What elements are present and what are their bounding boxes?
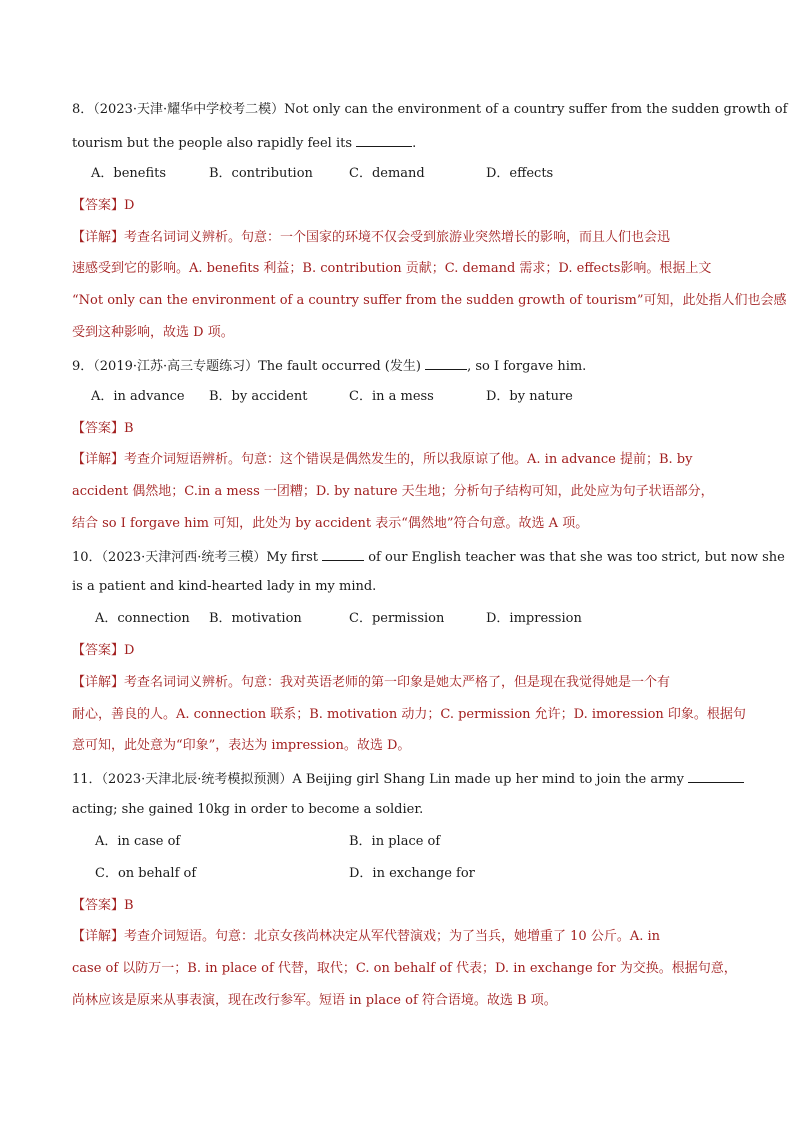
- answer-tag: 【答案】: [72, 898, 125, 913]
- question-9-detail-line-1: [72, 450, 692, 470]
- option-b[interactable]: B．contribution: [209, 166, 313, 181]
- answer-tag: 【答案】: [72, 421, 125, 436]
- question-8-options: [0, 164, 794, 184]
- question-8-detail-line-4: 受到这种影响，故选 D 项。: [72, 325, 234, 340]
- option-a[interactable]: A．in case of: [95, 834, 181, 849]
- question-8-answer: [72, 196, 134, 216]
- option-a[interactable]: A．in advance: [91, 389, 185, 404]
- question-11-detail-line-2: case of 以防万一；B. in place of 代替，取代；C. on behalf of 代表；D. in exchange for 为交换。根据句意，: [72, 961, 737, 976]
- option-d[interactable]: D．effects: [486, 166, 554, 181]
- question-8-detail-line-3: “Not only can the environment of a country suffer from the sudden growth of tourism”可知，此处指人们也会感: [72, 293, 787, 308]
- option-c[interactable]: C．in a mess: [349, 389, 434, 404]
- question-11-stem-line-2: acting; she gained 10kg in order to become a soldier.: [72, 802, 424, 817]
- question-10-options: [0, 609, 794, 629]
- answer-blank: [356, 132, 412, 147]
- question-8-detail-line-2: 速感受到它的影响。A. benefits 利益；B. contribution 贡献；C. demand 需求；D. effects影响。根据上文: [72, 261, 712, 276]
- answer-value: D: [124, 643, 135, 658]
- question-11-options-row-1: [0, 832, 794, 852]
- question-11-detail-line-3: 尚林应该是原来从事表演，现在改行参军。短语 in place of 符合语境。故选 B 项。: [72, 993, 557, 1008]
- option-a[interactable]: A．benefits: [91, 166, 167, 181]
- answer-blank: [322, 546, 364, 561]
- question-9-detail-line-2: accident 偶然地；C.in a mess 一团糟；D. by nature 天生地；分析句子结构可知，此处应为句子状语部分，: [72, 484, 714, 499]
- option-c[interactable]: C．on behalf of: [95, 866, 197, 881]
- question-11-stem-text: 11．（2023·天津北辰·统考模拟预测）A Beijing girl Shang Lin made up her mind to join the army: [72, 772, 689, 787]
- answer-blank: [688, 768, 744, 783]
- question-10-detail-line-2: 耐心，善良的人。A. connection 联系；B. motivation 动力；C. permission 允许；D. imoression 印象。根据句: [72, 707, 746, 722]
- option-d[interactable]: D．in exchange for: [349, 866, 475, 881]
- detail-text: 考查介词短语辨析。句意：这个错误是偶然发生的，所以我原谅了他。A. in advance 提前；B. by: [124, 452, 693, 467]
- detail-tag: 【详解】: [72, 675, 125, 690]
- question-10-stem-line-2: is a patient and kind-hearted lady in my mind.: [72, 579, 377, 594]
- question-10-stem-text: 10．（2023·天津河西·统考三模）My first: [72, 550, 323, 565]
- question-10-stem-end: of our English teacher was that she was too strict, but now she: [364, 550, 785, 565]
- answer-tag: 【答案】: [72, 198, 125, 213]
- question-9-stem-line-1: [72, 355, 586, 377]
- question-10-detail-line-3: 意可知，此处意为“印象”，表达为 impression。故选 D。: [72, 738, 411, 753]
- detail-text: 考查名词词义辨析。句意：我对英语老师的第一印象是她太严格了，但是现在我觉得她是一个有: [124, 675, 671, 690]
- question-9-options: [0, 387, 794, 407]
- question-9-answer: [72, 419, 134, 439]
- question-9-stem-text: 9．（2019·江苏·高三专题练习）The fault occurred (发生): [72, 359, 426, 374]
- question-9-stem-end: , so I forgave him.: [467, 359, 587, 374]
- option-c[interactable]: C．permission: [349, 611, 445, 626]
- question-10-detail-line-1: [72, 673, 670, 693]
- question-8-stem-text: tourism but the people also rapidly feel its: [72, 136, 357, 151]
- option-a[interactable]: A．connection: [95, 611, 190, 626]
- question-10-stem-line-1: [72, 546, 785, 568]
- question-10-answer: [72, 641, 134, 661]
- question-9-detail-line-3: 结合 so I forgave him 可知，此处为 by accident 表示“偶然地”符合句意。故选 A 项。: [72, 516, 589, 531]
- detail-text: 考查名词词义辨析。句意：一个国家的环境不仅会受到旅游业突然增长的影响，而且人们也会迅: [124, 230, 671, 245]
- question-11-options-row-2: [0, 864, 794, 884]
- detail-tag: 【详解】: [72, 230, 125, 245]
- question-8-stem-line-1: 8．（2023·天津·耀华中学校考二模）Not only can the environment of a country suffer from the sudden growth of: [72, 102, 788, 117]
- option-c[interactable]: C．demand: [349, 166, 425, 181]
- question-8-stem-end: .: [412, 136, 417, 151]
- detail-text: 考查介词短语。句意：北京女孩尚林决定从军代替演戏；为了当兵，她增重了 10 公斤。A. in: [124, 929, 661, 944]
- question-8-detail-line-1: [72, 228, 670, 248]
- question-11-stem-line-1: [72, 768, 744, 790]
- option-b[interactable]: B．motivation: [209, 611, 302, 626]
- detail-tag: 【详解】: [72, 452, 125, 467]
- answer-value: D: [124, 198, 135, 213]
- question-11-answer: [72, 896, 134, 916]
- answer-blank: [425, 355, 467, 370]
- question-8-stem-line-2: [72, 132, 416, 154]
- option-d[interactable]: D．impression: [486, 611, 582, 626]
- detail-tag: 【详解】: [72, 929, 125, 944]
- answer-tag: 【答案】: [72, 643, 125, 658]
- option-b[interactable]: B．in place of: [349, 834, 441, 849]
- answer-value: B: [124, 421, 134, 436]
- answer-value: B: [124, 898, 134, 913]
- option-b[interactable]: B．by accident: [209, 389, 308, 404]
- question-11-detail-line-1: [72, 927, 660, 947]
- option-d[interactable]: D．by nature: [486, 389, 573, 404]
